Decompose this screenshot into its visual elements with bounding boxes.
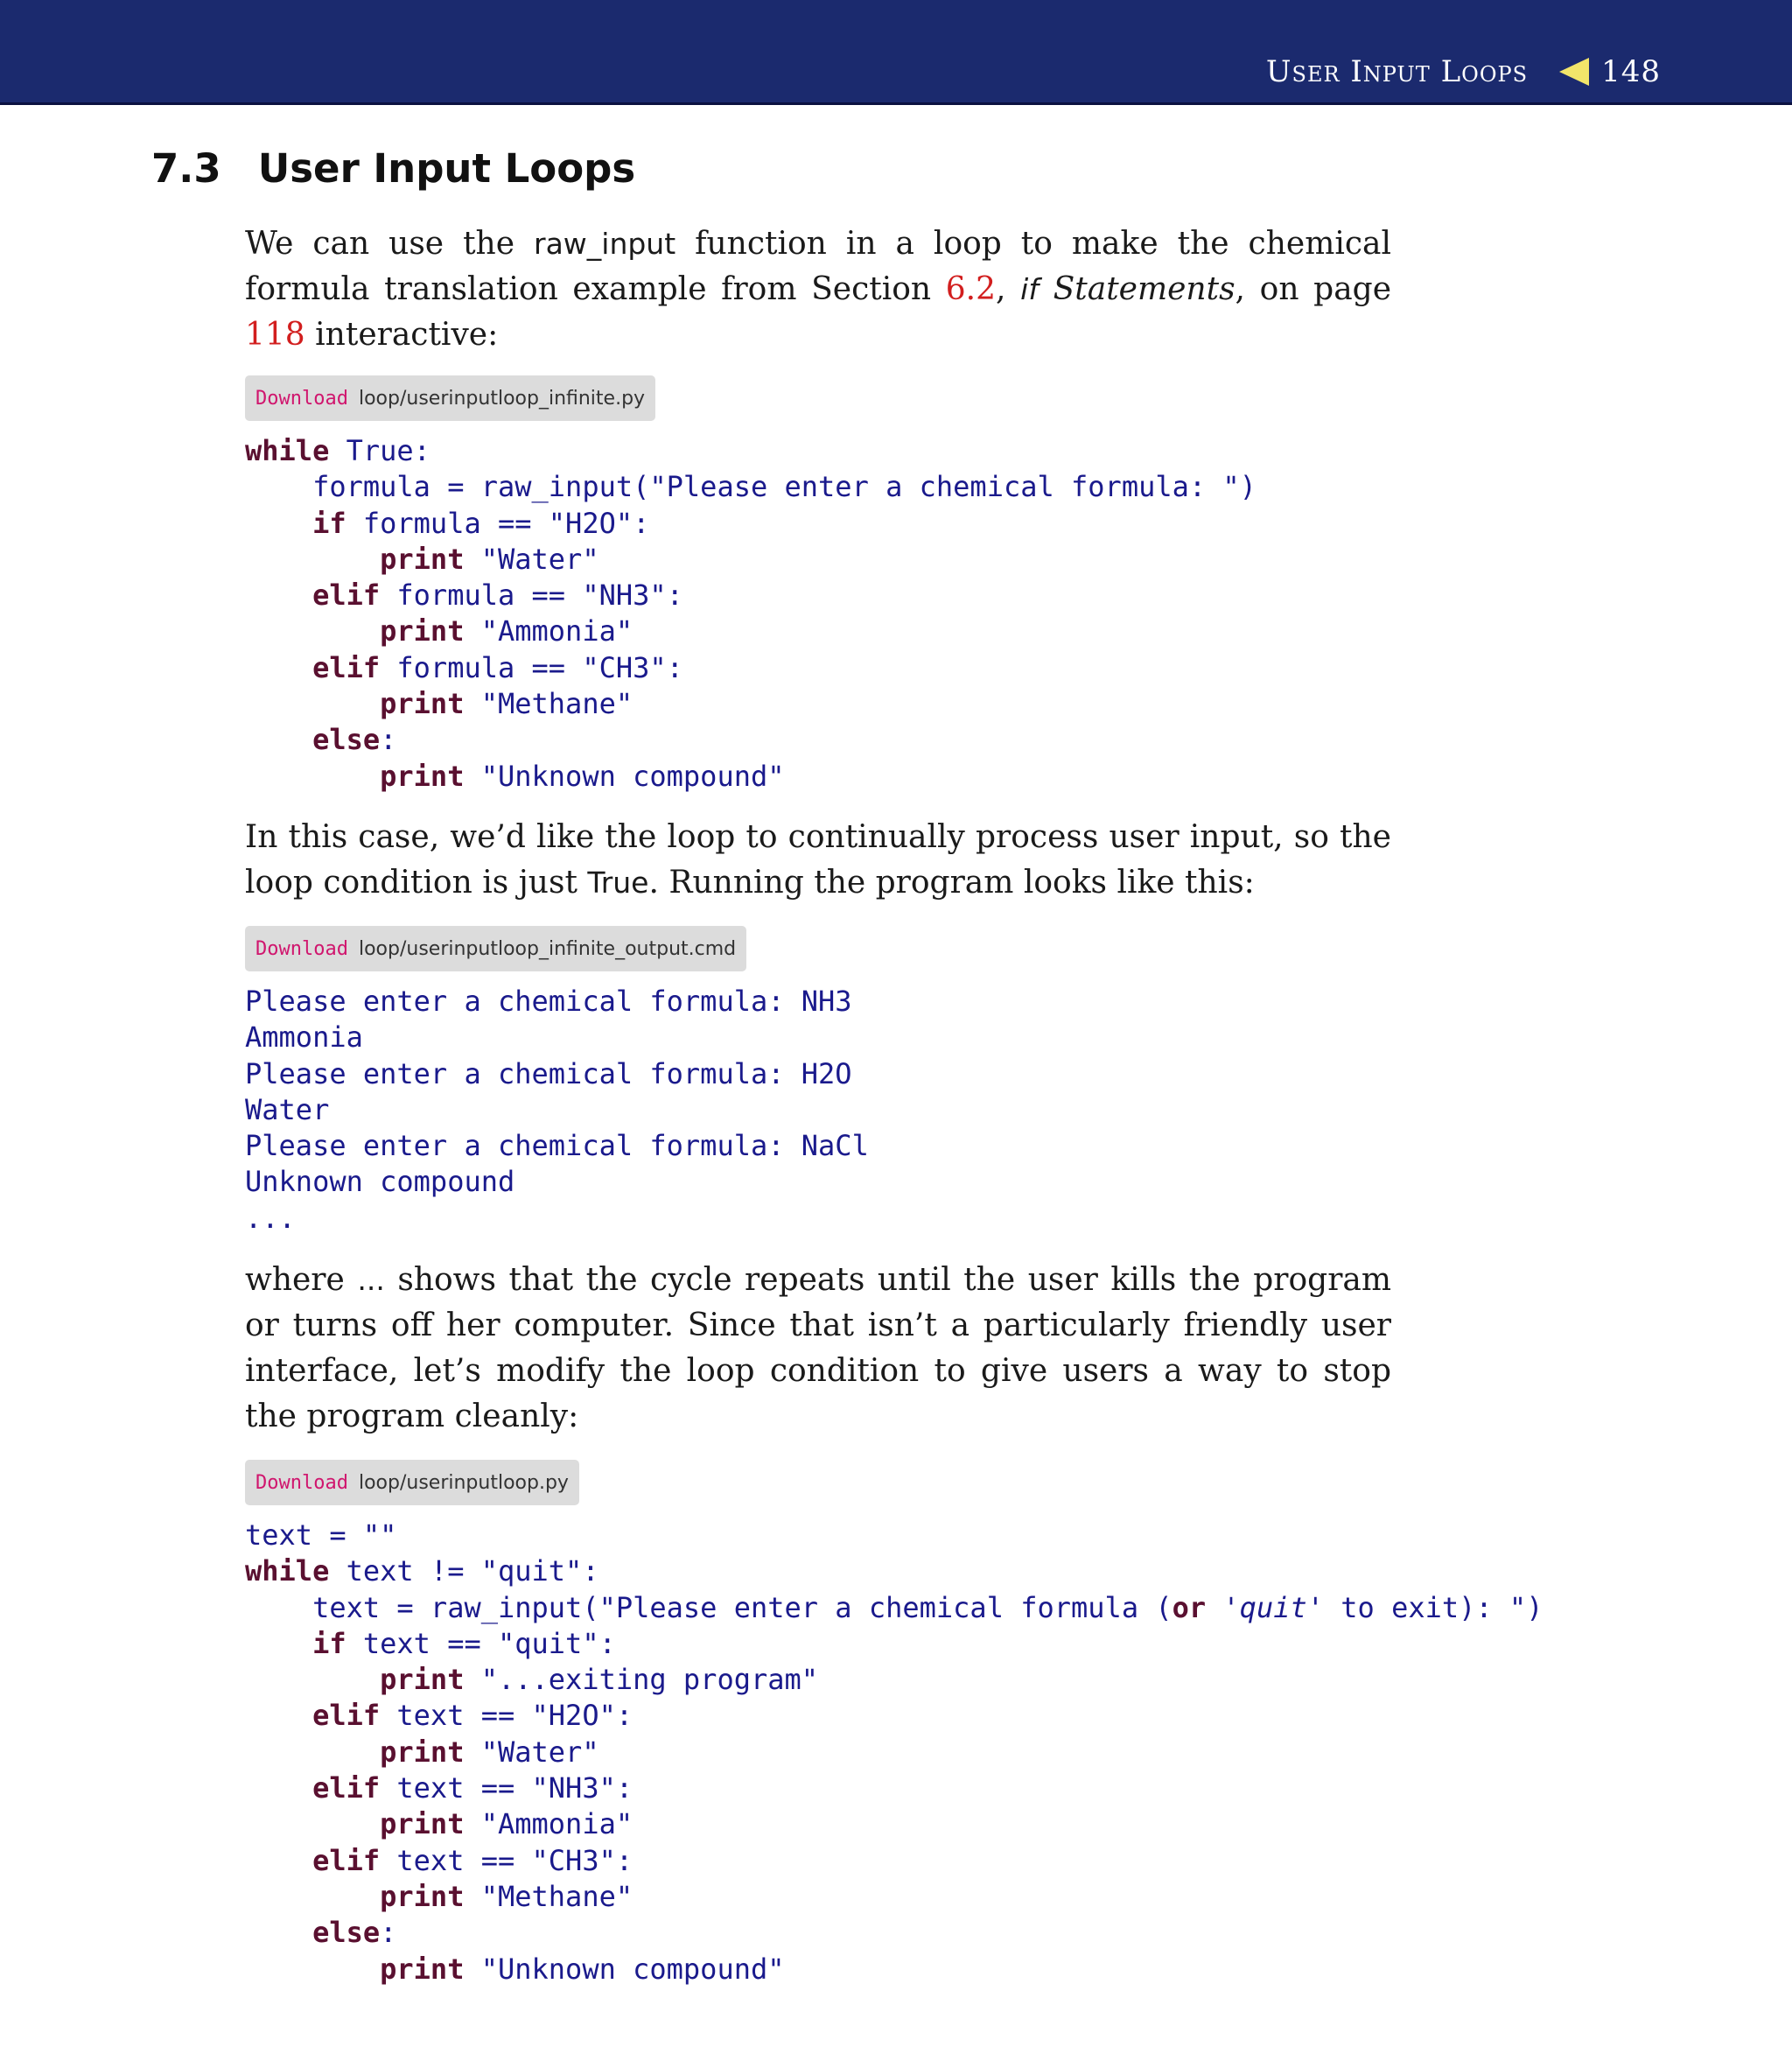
download-label[interactable]: Download bbox=[256, 1471, 348, 1494]
code-indent bbox=[245, 1844, 312, 1877]
code-text: : bbox=[380, 1916, 397, 1950]
code-keyword: print bbox=[380, 759, 465, 793]
output-line: Please enter a chemical formula: NaCl bbox=[245, 1129, 869, 1163]
code-indent bbox=[245, 1880, 380, 1913]
code-text: text != "quit": bbox=[329, 1554, 599, 1588]
code-rest bbox=[245, 1626, 1543, 1987]
code-indent bbox=[245, 507, 312, 540]
paragraph-cycle bbox=[245, 1258, 1391, 1440]
code-text: "Unknown compound" bbox=[464, 759, 785, 793]
code-keyword: print bbox=[380, 614, 465, 648]
download-path: loop/userinputloop_infinite_output.cmd bbox=[358, 937, 737, 960]
code-line bbox=[245, 1806, 1543, 1842]
code-keyword: print bbox=[380, 1735, 465, 1769]
code-indent bbox=[245, 723, 312, 756]
code-keyword: else bbox=[312, 1916, 381, 1950]
section-heading bbox=[151, 145, 635, 192]
code-keyword: while bbox=[245, 434, 330, 467]
code-indent bbox=[245, 543, 380, 576]
code-line bbox=[245, 1770, 1543, 1806]
code-line bbox=[245, 469, 1256, 505]
code-keyword: print bbox=[380, 687, 465, 721]
title-italic-if: if bbox=[1020, 272, 1039, 306]
running-head bbox=[1266, 54, 1661, 89]
code-text: text = raw_input("Please enter a chemical formula ( bbox=[245, 1590, 1172, 1624]
code-text: "Ammonia" bbox=[464, 1807, 634, 1841]
code-text: formula == "CH3": bbox=[380, 650, 683, 684]
download-path: loop/userinputloop_infinite.py bbox=[358, 387, 646, 410]
code-text: "Ammonia" bbox=[464, 614, 634, 648]
code-text bbox=[1206, 1591, 1222, 1624]
code-keyword: elif bbox=[312, 1843, 381, 1877]
code-indent bbox=[245, 1771, 312, 1805]
code-line bbox=[245, 578, 1256, 613]
code-indent bbox=[245, 614, 380, 648]
code-indent bbox=[245, 1699, 312, 1732]
code-text: "Methane" bbox=[464, 687, 634, 721]
code-text: text == "CH3": bbox=[380, 1843, 634, 1877]
code-text: : bbox=[380, 723, 397, 757]
download-label[interactable]: Download bbox=[256, 937, 348, 960]
inline-code: True bbox=[587, 866, 649, 900]
paragraph-intro bbox=[245, 221, 1391, 358]
code-text: formula = raw_input("Please enter a chemical formula: ") bbox=[312, 470, 1256, 504]
output-line: Please enter a chemical formula: NH3 bbox=[245, 985, 852, 1018]
text: where bbox=[245, 1262, 358, 1298]
code-text: "Water" bbox=[464, 542, 599, 576]
code-indent bbox=[245, 1663, 380, 1696]
text: We can use the bbox=[245, 226, 534, 262]
code-indent bbox=[245, 651, 312, 684]
page-number: 148 bbox=[1601, 54, 1661, 89]
code-block-infinite-loop bbox=[245, 433, 1256, 795]
header-bar bbox=[0, 0, 1792, 105]
code-indent bbox=[245, 1807, 380, 1840]
code-indent bbox=[245, 470, 312, 503]
download-label[interactable]: Download bbox=[256, 387, 348, 410]
code-line bbox=[245, 542, 1256, 578]
running-title: User Input Loops bbox=[1265, 54, 1529, 89]
code-text: to exit): ") bbox=[1324, 1590, 1544, 1624]
code-line bbox=[245, 686, 1256, 722]
code-line bbox=[245, 1698, 1543, 1734]
code-text: text = "" bbox=[245, 1518, 397, 1552]
program-output bbox=[245, 984, 869, 1237]
title-italic: Statements bbox=[1038, 271, 1236, 307]
text: . Running the program looks like this: bbox=[648, 865, 1255, 901]
output-line: Unknown compound bbox=[245, 1165, 515, 1199]
code-line bbox=[245, 650, 1256, 686]
code-text: text == "NH3": bbox=[380, 1771, 634, 1805]
page-link[interactable]: 118 bbox=[245, 317, 305, 353]
code-line bbox=[245, 1626, 1543, 1662]
text: interactive: bbox=[304, 317, 499, 353]
code-indent bbox=[245, 578, 312, 612]
code-keyword: if bbox=[312, 1626, 346, 1660]
code-text: True: bbox=[329, 434, 430, 467]
code-line bbox=[245, 1915, 1543, 1951]
text: , bbox=[996, 271, 1021, 307]
code-keyword: if bbox=[312, 506, 346, 540]
code-indent bbox=[245, 1952, 380, 1986]
code-line bbox=[245, 1518, 1543, 1553]
code-block-quit-loop bbox=[245, 1518, 1543, 1987]
inline-code: raw_input bbox=[534, 227, 676, 261]
download-tag[interactable] bbox=[245, 375, 655, 421]
download-tag[interactable] bbox=[245, 926, 746, 971]
code-indent bbox=[245, 687, 380, 720]
code-text: formula == "NH3": bbox=[380, 578, 683, 613]
code-keyword: while bbox=[245, 1554, 330, 1588]
download-path: loop/userinputloop.py bbox=[358, 1471, 569, 1494]
code-line bbox=[245, 1879, 1543, 1915]
code-line bbox=[245, 613, 1256, 649]
text: function in a loop to make the chemical formula translation example from Section bbox=[245, 226, 1391, 307]
code-keyword: else bbox=[312, 723, 381, 757]
text: shows that the cycle repeats until the user kills the program or turns off her computer. Since that isn’t a particularly friendly user interface, let’s modify the loop condition to give users a way to stop the program cleanly: bbox=[245, 1262, 1391, 1434]
output-line: ... bbox=[245, 1201, 296, 1235]
code-line bbox=[245, 1662, 1543, 1698]
code-line bbox=[245, 1735, 1543, 1770]
code-keyword: elif bbox=[312, 1699, 381, 1733]
code-indent bbox=[245, 1916, 312, 1949]
code-keyword: print bbox=[380, 1807, 465, 1841]
code-line bbox=[245, 1952, 1543, 1987]
code-text: "Methane" bbox=[464, 1879, 634, 1913]
back-arrow-icon[interactable] bbox=[1559, 58, 1589, 86]
text: , on page bbox=[1235, 271, 1392, 307]
code-line bbox=[245, 759, 1256, 795]
code-keyword: elif bbox=[312, 650, 381, 684]
code-line bbox=[245, 722, 1256, 758]
code-indent bbox=[245, 1735, 380, 1769]
code-text: "Water" bbox=[464, 1735, 599, 1769]
code-keyword: elif bbox=[312, 1771, 381, 1805]
code-line bbox=[245, 1843, 1543, 1879]
code-text: text == "H2O": bbox=[380, 1699, 634, 1733]
section-number: 7.3 bbox=[151, 145, 221, 192]
code-indent bbox=[245, 1627, 312, 1660]
output-line: Ammonia bbox=[245, 1020, 363, 1055]
section-link[interactable]: 6.2 bbox=[945, 271, 997, 307]
output-line: Water bbox=[245, 1092, 330, 1126]
code-text: "Unknown compound" bbox=[464, 1952, 785, 1986]
paragraph-explain bbox=[245, 815, 1391, 906]
code-keyword: print bbox=[380, 542, 465, 576]
code-italic-string: 'quit' bbox=[1222, 1590, 1324, 1624]
inline-ellipsis: ... bbox=[357, 1263, 385, 1297]
code-keyword: print bbox=[380, 1879, 465, 1913]
download-tag[interactable] bbox=[245, 1460, 579, 1505]
code-text: formula == "H2O": bbox=[346, 506, 650, 540]
code-text: "...exiting program" bbox=[464, 1663, 819, 1697]
code-line bbox=[245, 1590, 1543, 1626]
code-line bbox=[245, 1553, 1543, 1589]
code-keyword: elif bbox=[312, 578, 381, 613]
code-line bbox=[245, 433, 1256, 469]
code-keyword: print bbox=[380, 1663, 465, 1697]
section-title: User Input Loops bbox=[257, 145, 636, 192]
code-line bbox=[245, 506, 1256, 542]
code-keyword: print bbox=[380, 1952, 465, 1986]
code-indent bbox=[245, 760, 380, 793]
text: In this case, we’d like the loop to continually process user input, so the loop condition is just bbox=[245, 819, 1391, 901]
code-text: text == "quit": bbox=[346, 1626, 616, 1660]
output-line: Please enter a chemical formula: H2O bbox=[245, 1056, 852, 1090]
code-keyword: or bbox=[1172, 1590, 1207, 1624]
